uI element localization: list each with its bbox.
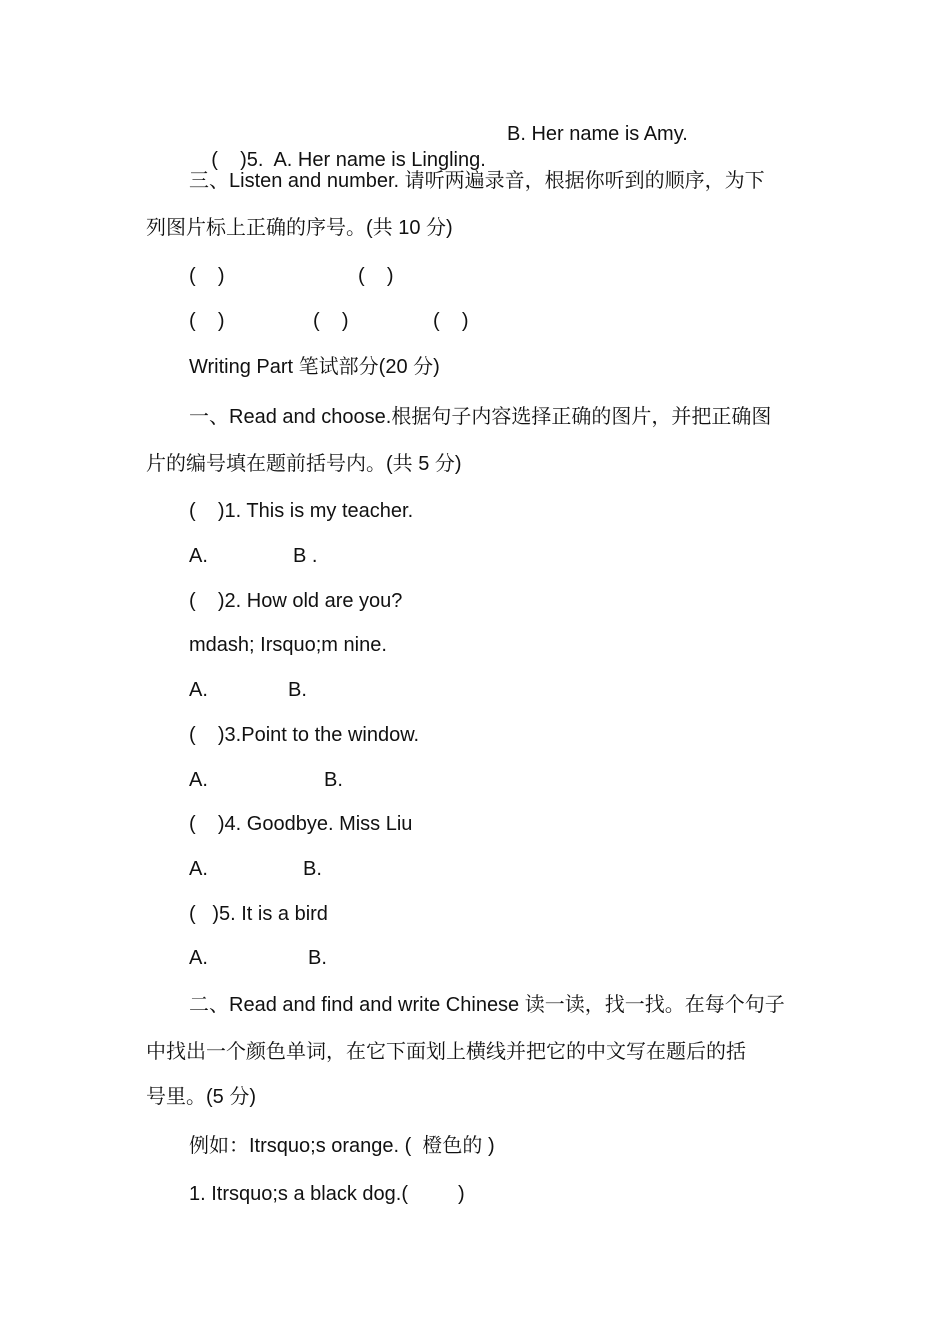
- choose-q3: ( )3.Point to the window.: [189, 724, 420, 746]
- choose-q5-option-b: B.: [308, 947, 327, 969]
- choose-q2-option-b: B.: [288, 679, 307, 701]
- section2-heading-cont2: 号里。(5 分): [146, 1086, 256, 1108]
- choose-q1-option-b: B .: [293, 545, 318, 567]
- choose-q2-answer: mdash; Irsquo;m nine.: [189, 634, 387, 656]
- choose-q3-option-b: B.: [324, 769, 343, 791]
- q5-option-b: B. Her name is Amy.: [507, 123, 688, 145]
- number-blank-3: ( ): [189, 310, 225, 332]
- section1-heading: 一、Read and choose.根据句子内容选择正确的图片，并把正确图: [189, 406, 772, 428]
- choose-q2: ( )2. How old are you?: [189, 590, 403, 612]
- find-q1: 1. Itrsquo;s a black dog.( ): [189, 1183, 465, 1205]
- section3-heading: 三、Listen and number. 请听两遍录音，根据你听到的顺序，为下: [189, 170, 765, 192]
- choose-q2-option-a: A.: [189, 679, 208, 701]
- section2-heading-cont: 中找出一个颜色单词，在它下面划上横线并把它的中文写在题后的括: [146, 1041, 746, 1063]
- choose-q5-option-a: A.: [189, 947, 208, 969]
- number-blank-1: ( ): [189, 265, 225, 287]
- q5-option-a: ( )5. A. Her name is Lingling.: [211, 149, 486, 171]
- number-blank-2: ( ): [358, 265, 394, 287]
- choose-q4: ( )4. Goodbye. Miss Liu: [189, 813, 413, 835]
- number-blank-4: ( ): [313, 310, 349, 332]
- choose-q4-option-b: B.: [303, 858, 322, 880]
- section1-heading-cont: 片的编号填在题前括号内。(共 5 分): [146, 453, 462, 475]
- choose-q3-option-a: A.: [189, 769, 208, 791]
- number-blank-5: ( ): [433, 310, 469, 332]
- choose-q1: ( )1. This is my teacher.: [189, 500, 414, 522]
- choose-q4-option-a: A.: [189, 858, 208, 880]
- section2-heading: 二、Read and find and write Chinese 读一读，找一找。在每个句子: [189, 994, 785, 1016]
- section3-heading-cont: 列图片标上正确的序号。(共 10 分): [146, 217, 453, 239]
- choose-q5: ( )5. It is a bird: [189, 903, 328, 925]
- example-line: 例如：Itrsquo;s orange. ( 橙色的 ): [189, 1135, 495, 1157]
- choose-q1-option-a: A.: [189, 545, 208, 567]
- writing-part-heading: Writing Part 笔试部分(20 分): [189, 356, 440, 378]
